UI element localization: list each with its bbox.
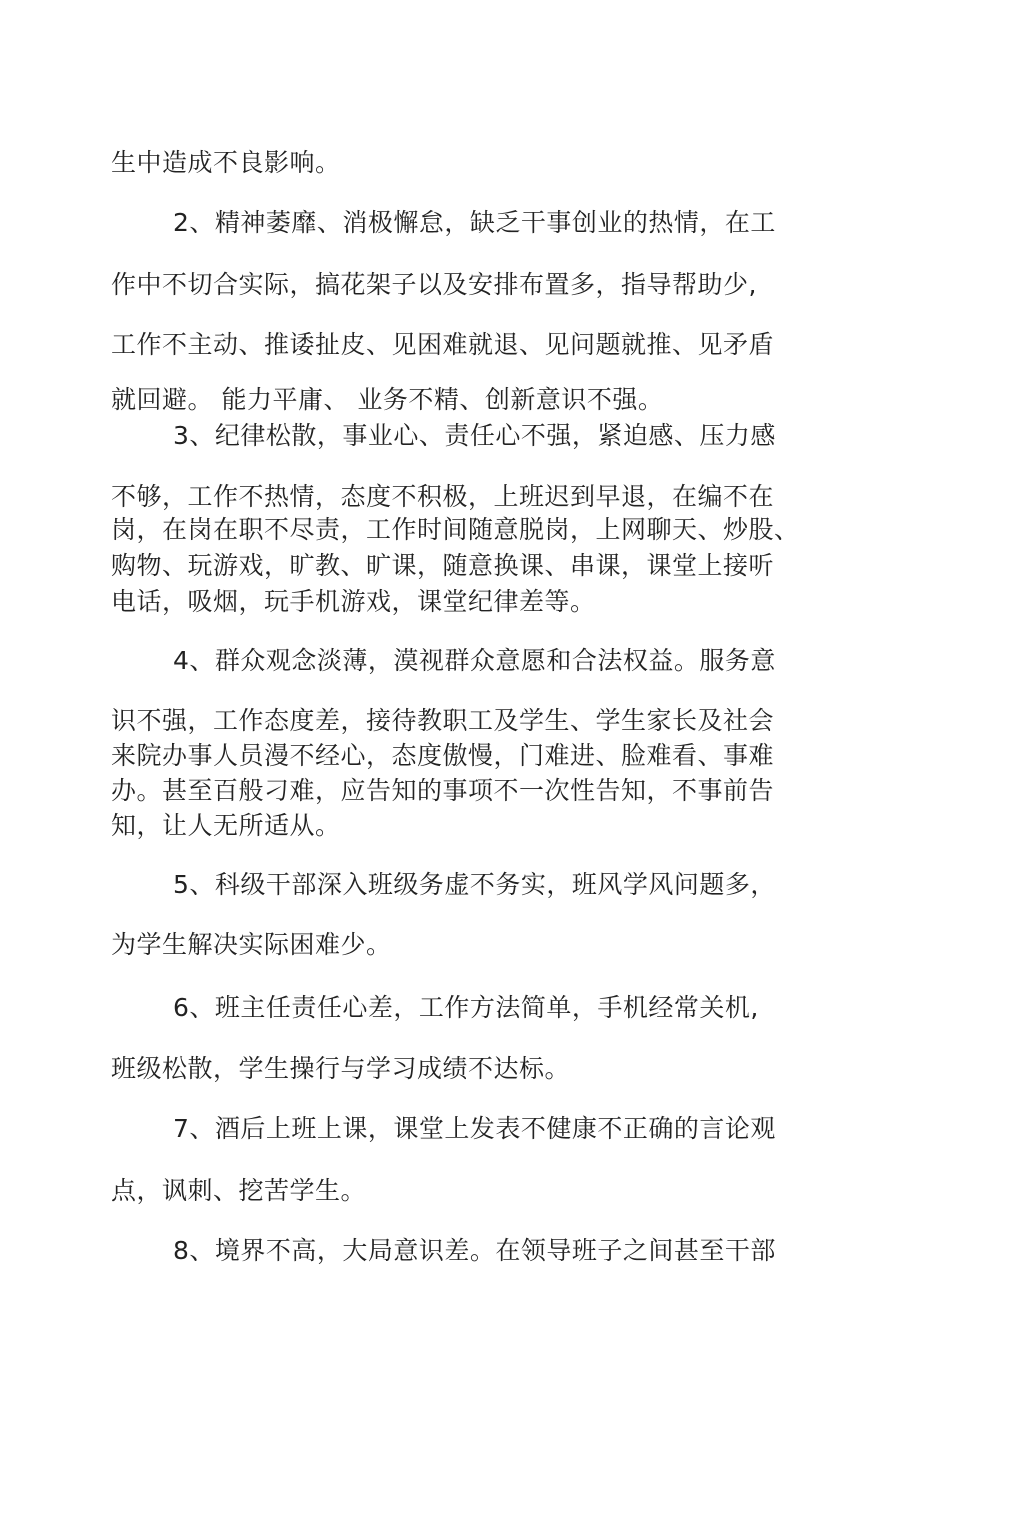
text-line: 7、酒后上班上课，课堂上发表不健康不正确的言论观 (173, 1114, 776, 1143)
text-line: 作中不切合实际，搞花架子以及安排布置多，指导帮助少, (111, 270, 757, 299)
text-line: 不够，工作不热情，态度不积极，上班迟到早退，在编不在 (111, 482, 775, 511)
text-line: 2、精神萎靡、消极懈怠，缺乏干事创业的热情，在工 (173, 208, 776, 237)
text-line: 生中造成不良影响。 (111, 148, 341, 177)
text-line: 办。甚至百般刁难，应告知的事项不一次性告知，不事前告 (111, 776, 775, 805)
text-line: 购物、玩游戏，旷教、旷课，随意换课、串课，课堂上接听 (111, 551, 775, 580)
text-line: 8、境界不高，大局意识差。在领导班子之间甚至干部 (173, 1236, 776, 1265)
text-line: 来院办事人员漫不经心，态度傲慢，门难进、脸难看、事难 (111, 741, 775, 770)
text-line: 3、纪律松散，事业心、责任心不强，紧迫感、压力感 (173, 421, 776, 450)
text-line: 电话，吸烟，玩手机游戏，课堂纪律差等。 (111, 587, 596, 616)
text-line: 知，让人无所适从。 (111, 811, 341, 840)
text-line: 4、群众观念淡薄，漠视群众意愿和合法权益。服务意 (173, 646, 776, 675)
text-line: 工作不主动、推诿扯皮、见困难就退、见问题就推、见矛盾 (111, 330, 775, 359)
text-line: 点，讽刺、挖苦学生。 (111, 1176, 367, 1205)
text-line: 6、班主任责任心差，工作方法简单，手机经常关机, (173, 993, 759, 1022)
text-line: 班级松散，学生操行与学习成绩不达标。 (111, 1054, 571, 1083)
text-line: 为学生解决实际困难少。 (111, 930, 392, 959)
text-line: 识不强，工作态度差，接待教职工及学生、学生家长及社会 (111, 706, 775, 735)
text-line: 5、科级干部深入班级务虚不务实，班风学风问题多， (173, 870, 776, 899)
text-line: 就回避。 能力平庸、 业务不精、创新意识不强。 (111, 385, 664, 414)
text-line: 岗，在岗在职不尽责，工作时间随意脱岗，上网聊天、炒股、 (111, 515, 800, 544)
